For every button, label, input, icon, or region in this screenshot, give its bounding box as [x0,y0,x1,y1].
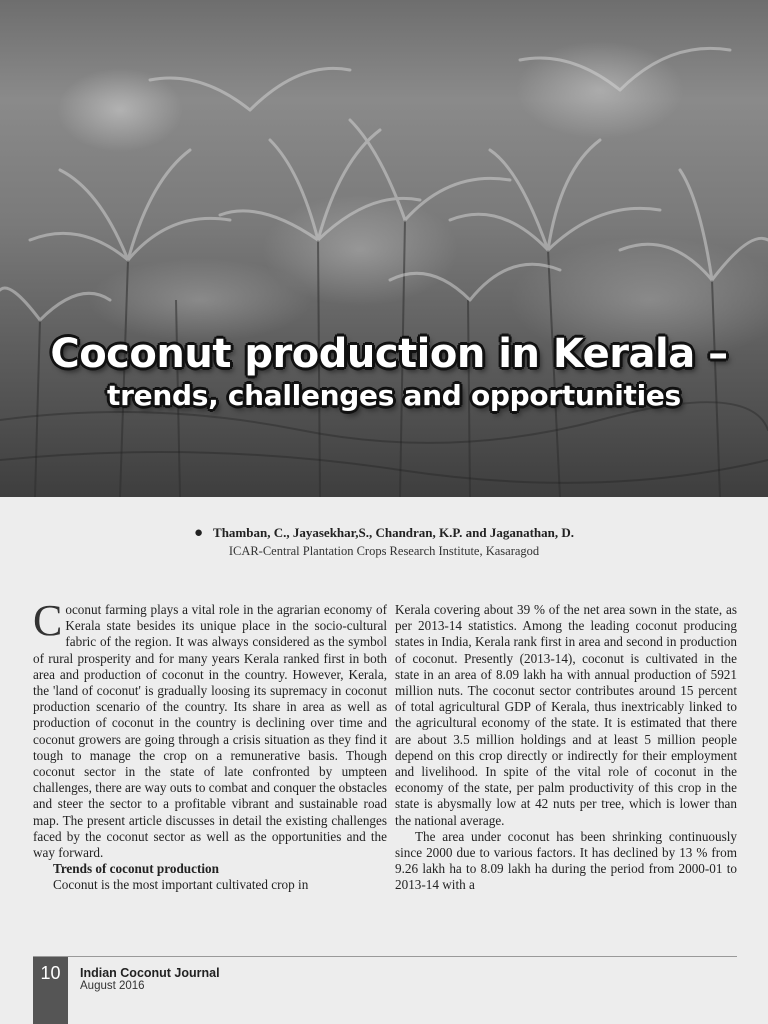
bullet-icon: ● [193,525,204,541]
footer-divider [33,956,737,957]
article-title [0,330,768,414]
paragraph-area: The area under coconut has been shrinking continuously since 2000 due to various factors. It has declined by 13 % from 9.26 lakh ha to 8.09 lakh ha during the period from 2000-01 to 2013-14 with a [395,828,737,893]
hero-photo [0,0,768,497]
title-line-2: trends, challenges and opportunities [107,379,681,412]
journal-name: Indian Coconut Journal [80,966,220,980]
coconut-grove-illustration [0,0,768,497]
author-line [0,525,768,542]
issue-date: August 2016 [80,980,145,992]
drop-cap: C [33,596,63,645]
article-column-right [395,602,737,894]
paragraph-continued: Kerala covering about 39 % of the net area sown in the state, as per 2013-14 statistics. Among the leading coconut producing states in India, Kerala rank first in area and second in production of coconut. Presently (2013-14), coconut is cultivated in the state in an area of 8.09 lakh ha with annual production of 5921 million nuts. The coconut sector contributes around 15 percent of total agricultural GDP of Kerala, thus inextricably linked to the agricultural economy of the state. It is estimated that there are about 3.5 million holdings and at least 5 million people depend on this crop directly or indirectly for their employment and livelihood. In spite of the vital role of coconut in the economy of the state, per palm productivity of this crop in the state is abysmally low at 42 nuts per tree, which is lower than the national average. [395,602,737,828]
paragraph-start: Coconut is the most important cultivated crop in [53,877,309,893]
section-heading: Trends of coconut production [53,861,219,877]
authors-text: Thamban, C., Jayasekhar,S., Chandran, K.P. and Jaganathan, D. [213,525,575,540]
intro-text: oconut farming plays a vital role in the agrarian economy of Kerala state besides its unique place in the socio-cultural fabric of the region. It was always considered as the symbol of rural prosperity and for many years Kerala ranked first in both area and production of coconut in the country. However, Kerala, the 'land of coconut' is gradually loosing its supremacy in coconut production scenario of the country. Its share in area as well as production of coconut in the country is declining over time and coconut growers are going through a crisis situation as they find it tough to manage the crop on a remunerative basis. Though coconut sector in the state of late confronted by umpteen challenges, there are way outs to combat and conquer the obstacles and steer the sector to a profitable vibrant and sustainable road map. The present article discusses in detail the existing challenges faced by the coconut sector as well as the opportunities and the way forward. [33,602,387,861]
intro-paragraph [33,596,387,861]
title-line-1: Coconut production in Kerala – [50,331,728,377]
article-column-left [33,596,387,894]
page-number: 10 [40,963,61,983]
affiliation: ICAR-Central Plantation Crops Research Institute, Kasaragod [228,544,540,558]
